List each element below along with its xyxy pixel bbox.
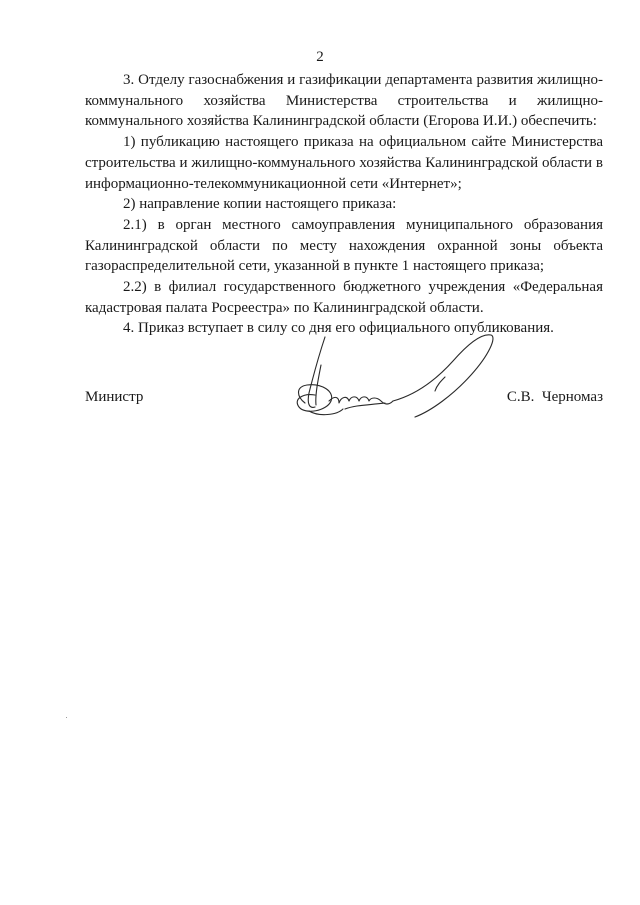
handwritten-signature	[285, 325, 515, 440]
scan-speck	[66, 717, 67, 718]
paragraph-subitem-2-1: 2.1) в орган местного самоуправления муниципального образования Калининградской области по месту нахождения охранной зоны объекта газораспределительной сети, указанной в пункте 1 настоящего приказа;	[85, 216, 603, 275]
signer-title: Министр	[85, 389, 144, 405]
paragraph-item-3: 3. Отделу газоснабжения и газификации департамента развития жилищно-коммунального хозяйства Министерства строительства и жилищно-коммунального хозяйства Калининградской области (Егорова И.И.) обеспечить:	[85, 72, 603, 130]
paragraph-subitem-1: 1) публикацию настоящего приказа на официальном сайте Министерства строительства и жилищно-коммунального хозяйства Калининградской области в информационно-телекоммуникационной сети «Интернет»;	[85, 134, 603, 192]
paragraph-item-4: 4. Приказ вступает в силу со дня его официального опубликования.	[123, 320, 554, 337]
document-body	[85, 70, 603, 339]
paragraph-subitem-2: 2) направление копии настоящего приказа:	[123, 196, 397, 213]
signer-name: С.В. Черномаз	[506, 389, 603, 405]
page-number: 2	[316, 49, 324, 65]
paragraph-subitem-2-2: 2.2) в филиал государственного бюджетного учреждения «Федеральная кадастровая палата Росреестра» по Калининградской области.	[85, 279, 603, 316]
